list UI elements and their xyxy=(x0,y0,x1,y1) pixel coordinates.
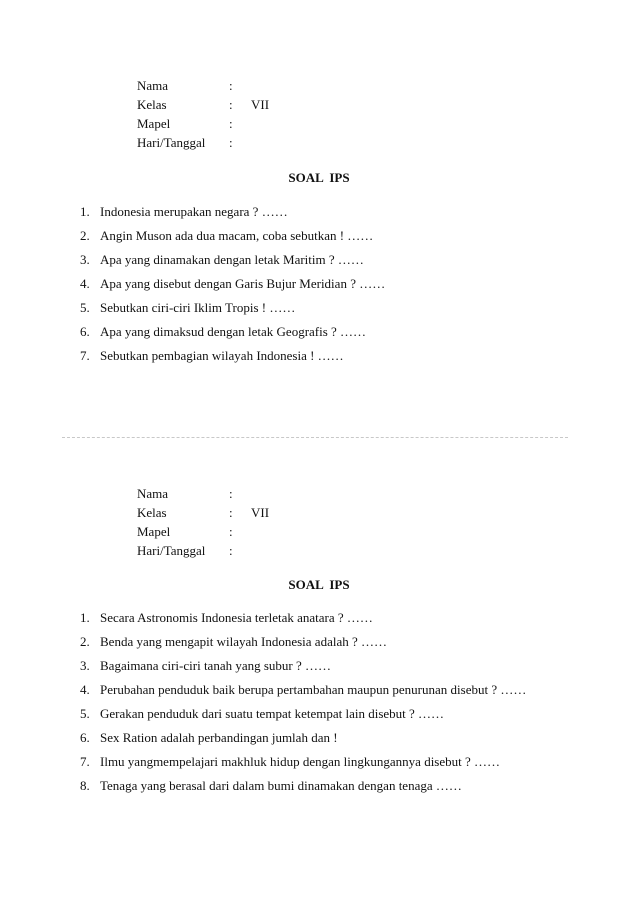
question-item xyxy=(80,200,385,224)
question-text: Tenaga yang berasal dari dalam bumi dinamakan dengan tenaga …… xyxy=(100,778,462,793)
question-number: 2. xyxy=(80,634,90,649)
question-item xyxy=(80,224,385,248)
value-hari-tanggal xyxy=(251,541,331,560)
colon: : xyxy=(229,116,233,131)
header-row-nama xyxy=(137,76,331,95)
header-row-kelas xyxy=(137,95,331,114)
question-text: Perubahan penduduk baik berupa pertambahan maupun penurunan disebut ? …… xyxy=(100,682,527,697)
label-kelas: Kelas xyxy=(137,97,167,112)
page-divider xyxy=(62,437,568,438)
question-text: Sex Ration adalah perbandingan jumlah dan ! xyxy=(100,730,338,745)
question-number: 7. xyxy=(80,754,90,769)
question-item xyxy=(80,344,385,368)
value-nama xyxy=(251,76,331,95)
question-text: Bagaimana ciri-ciri tanah yang subur ? …… xyxy=(100,658,332,673)
sheet1-title: SOAL IPS xyxy=(288,170,350,185)
colon: : xyxy=(229,135,233,150)
question-item xyxy=(80,630,526,654)
label-mapel: Mapel xyxy=(137,116,171,131)
question-item xyxy=(80,320,385,344)
value-nama xyxy=(251,484,331,503)
sheet1-header xyxy=(137,76,331,152)
question-item xyxy=(80,750,526,774)
header-row-nama xyxy=(137,484,331,503)
question-number: 5. xyxy=(80,706,90,721)
colon: : xyxy=(229,78,233,93)
colon: : xyxy=(229,543,233,558)
question-text: Benda yang mengapit wilayah Indonesia adalah ? …… xyxy=(100,634,387,649)
label-hari-tanggal: Hari/Tanggal xyxy=(137,543,206,558)
colon: : xyxy=(229,486,233,501)
question-item xyxy=(80,248,385,272)
sheet2-title: SOAL IPS xyxy=(288,577,350,592)
question-number: 1. xyxy=(80,610,90,625)
question-item xyxy=(80,774,526,798)
question-item xyxy=(80,654,526,678)
value-kelas: VII xyxy=(251,97,270,112)
question-item xyxy=(80,606,526,630)
question-text: Gerakan penduduk dari suatu tempat ketempat lain disebut ? …… xyxy=(100,706,445,721)
question-text: Apa yang dinamakan dengan letak Maritim ? …… xyxy=(100,252,364,267)
header-row-hari-tanggal xyxy=(137,133,331,152)
question-item xyxy=(80,702,526,726)
question-number: 4. xyxy=(80,276,90,291)
question-number: 4. xyxy=(80,682,90,697)
question-text: Ilmu yangmempelajari makhluk hidup dengan lingkungannya disebut ? …… xyxy=(100,754,501,769)
header-row-hari-tanggal xyxy=(137,541,331,560)
question-number: 6. xyxy=(80,730,90,745)
question-number: 2. xyxy=(80,228,90,243)
label-kelas: Kelas xyxy=(137,505,167,520)
value-kelas: VII xyxy=(251,505,270,520)
question-number: 3. xyxy=(80,658,90,673)
question-number: 1. xyxy=(80,204,90,219)
question-text: Indonesia merupakan negara ? …… xyxy=(100,204,288,219)
question-text: Secara Astronomis Indonesia terletak anatara ? …… xyxy=(100,610,373,625)
question-text: Sebutkan ciri-ciri Iklim Tropis ! …… xyxy=(100,300,296,315)
header-row-kelas xyxy=(137,503,331,522)
header-row-mapel xyxy=(137,114,331,133)
question-text: Angin Muson ada dua macam, coba sebutkan ! …… xyxy=(100,228,374,243)
value-mapel xyxy=(251,114,331,133)
question-text: Sebutkan pembagian wilayah Indonesia ! …… xyxy=(100,348,344,363)
question-text: Apa yang dimaksud dengan letak Geografis ? …… xyxy=(100,324,367,339)
question-number: 6. xyxy=(80,324,90,339)
label-nama: Nama xyxy=(137,78,169,93)
sheet2-question-list xyxy=(80,606,526,798)
question-item xyxy=(80,296,385,320)
sheet2-header xyxy=(137,484,331,560)
value-hari-tanggal xyxy=(251,133,331,152)
label-nama: Nama xyxy=(137,486,169,501)
sheet1-question-list xyxy=(80,200,385,368)
value-mapel xyxy=(251,522,331,541)
label-mapel: Mapel xyxy=(137,524,171,539)
label-hari-tanggal: Hari/Tanggal xyxy=(137,135,206,150)
colon: : xyxy=(229,505,233,520)
question-number: 5. xyxy=(80,300,90,315)
question-number: 8. xyxy=(80,778,90,793)
question-item xyxy=(80,678,526,702)
question-number: 3. xyxy=(80,252,90,267)
question-text: Apa yang disebut dengan Garis Bujur Meridian ? …… xyxy=(100,276,386,291)
question-number: 7. xyxy=(80,348,90,363)
question-item xyxy=(80,726,526,750)
question-item xyxy=(80,272,385,296)
colon: : xyxy=(229,524,233,539)
colon: : xyxy=(229,97,233,112)
header-row-mapel xyxy=(137,522,331,541)
